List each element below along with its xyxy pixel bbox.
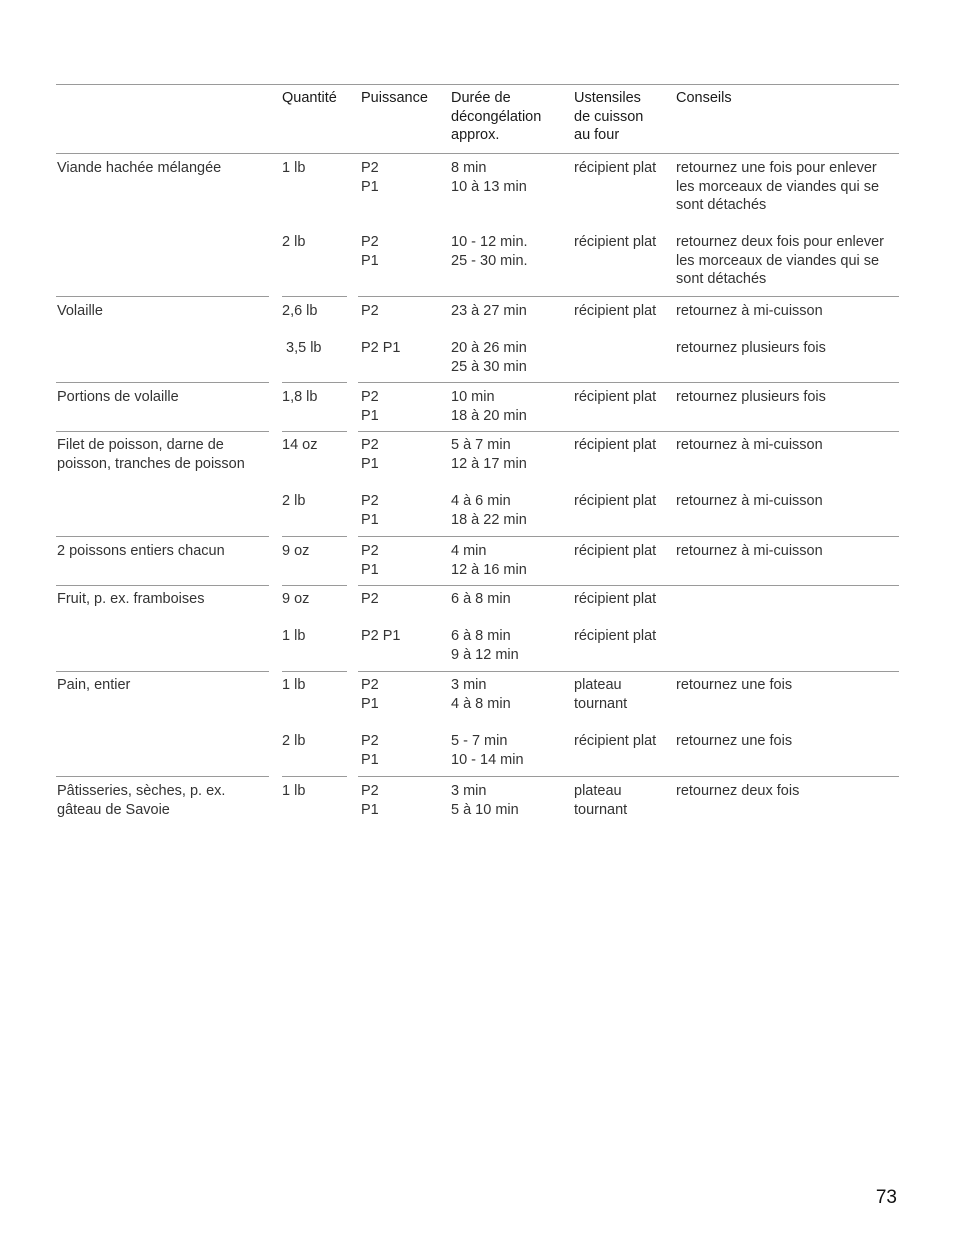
row-divider — [282, 585, 347, 586]
power-cell: P2 P1 — [361, 160, 379, 195]
quantity-cell: 2 lb — [282, 733, 306, 749]
quantity-cell: 1 lb — [282, 628, 306, 644]
cookware-cell: récipient plat — [574, 543, 657, 559]
row-divider — [56, 431, 269, 432]
defrost-time-cell: 10 min 18 à 20 min — [451, 389, 527, 424]
power-cell: P2 P1 — [361, 543, 379, 578]
cookware-cell: récipient plat — [574, 733, 657, 749]
quantity-cell: 3,5 lb — [282, 340, 322, 356]
quantity-cell: 2 lb — [282, 493, 306, 509]
defrost-time-cell: 4 à 6 min 18 à 22 min — [451, 493, 527, 528]
power-cell: P2 P1 — [361, 437, 379, 472]
header-bottom-rule — [56, 153, 899, 154]
row-divider — [56, 382, 269, 383]
cookware-cell: récipient plat — [574, 303, 657, 319]
power-cell: P2 P1 — [361, 340, 401, 356]
row-divider — [358, 671, 899, 672]
quantity-cell: 2,6 lb — [282, 303, 318, 319]
row-divider — [282, 776, 347, 777]
tips-cell: retournez à mi-cuisson — [676, 493, 823, 509]
defrost-time-cell: 6 à 8 min 9 à 12 min — [451, 628, 519, 663]
defrost-time-cell: 5 - 7 min 10 - 14 min — [451, 733, 524, 768]
header-conseils: Conseils — [676, 90, 732, 106]
row-divider — [282, 296, 347, 297]
cookware-cell: récipient plat — [574, 234, 657, 250]
row-divider — [56, 671, 269, 672]
food-item-label: Pâtisseries, sèches, p. ex. gâteau de Savoie — [57, 783, 226, 818]
food-item-label: Filet de poisson, darne de poisson, tranches de poisson — [57, 437, 245, 472]
defrost-time-cell: 23 à 27 min — [451, 303, 527, 319]
defrost-time-cell: 3 min 5 à 10 min — [451, 783, 519, 818]
row-divider — [56, 536, 269, 537]
row-divider — [358, 776, 899, 777]
defrost-time-cell: 3 min 4 à 8 min — [451, 677, 511, 712]
quantity-cell: 1 lb — [282, 783, 306, 799]
defrost-time-cell: 8 min 10 à 13 min — [451, 160, 527, 195]
row-divider — [56, 585, 269, 586]
header-ustensiles: Ustensiles de cuisson au four — [574, 90, 644, 143]
quantity-cell: 1,8 lb — [282, 389, 318, 405]
power-cell: P2 — [361, 303, 379, 319]
header-quantite: Quantité — [282, 90, 337, 106]
food-item-label: Fruit, p. ex. framboises — [57, 591, 205, 607]
defrost-time-cell: 5 à 7 min 12 à 17 min — [451, 437, 527, 472]
power-cell: P2 P1 — [361, 733, 379, 768]
power-cell: P2 — [361, 591, 379, 607]
quantity-cell: 1 lb — [282, 160, 306, 176]
row-divider — [358, 585, 899, 586]
defrost-time-cell: 4 min 12 à 16 min — [451, 543, 527, 578]
tips-cell: retournez une fois — [676, 677, 793, 693]
cookware-cell: récipient plat — [574, 493, 657, 509]
row-divider — [358, 382, 899, 383]
power-cell: P2 P1 — [361, 234, 379, 269]
row-divider — [358, 431, 899, 432]
defrost-time-cell: 10 - 12 min. 25 - 30 min. — [451, 234, 528, 269]
power-cell: P2 P1 — [361, 783, 379, 818]
tips-cell: retournez plusieurs fois — [676, 340, 826, 356]
cookware-cell: récipient plat — [574, 437, 657, 453]
row-divider — [282, 431, 347, 432]
food-item-label: Portions de volaille — [57, 389, 179, 405]
tips-cell: retournez une fois pour enlever les morceaux de viandes qui se sont détachés — [676, 160, 880, 213]
row-divider — [282, 536, 347, 537]
row-divider — [56, 776, 269, 777]
row-divider — [358, 296, 899, 297]
power-cell: P2 P1 — [361, 677, 379, 712]
power-cell: P2 P1 — [361, 389, 379, 424]
cookware-cell: récipient plat — [574, 160, 657, 176]
tips-cell: retournez à mi-cuisson — [676, 303, 823, 319]
cookware-cell: récipient plat — [574, 389, 657, 405]
power-cell: P2 P1 — [361, 493, 379, 528]
row-divider — [282, 382, 347, 383]
tips-cell: retournez plusieurs fois — [676, 389, 826, 405]
table-top-rule — [56, 84, 899, 85]
tips-cell: retournez à mi-cuisson — [676, 437, 823, 453]
tips-cell: retournez deux fois pour enlever les morceaux de viandes qui se sont détachés — [676, 234, 884, 287]
header-duree: Durée de décongélation approx. — [451, 90, 542, 143]
food-item-label: 2 poissons entiers chacun — [57, 543, 225, 559]
quantity-cell: 9 oz — [282, 591, 310, 607]
row-divider — [56, 296, 269, 297]
cookware-cell: plateau tournant — [574, 677, 628, 712]
tips-cell: retournez à mi-cuisson — [676, 543, 823, 559]
cookware-cell: récipient plat — [574, 628, 657, 644]
food-item-label: Pain, entier — [57, 677, 131, 693]
quantity-cell: 14 oz — [282, 437, 318, 453]
quantity-cell: 1 lb — [282, 677, 306, 693]
cookware-cell: récipient plat — [574, 591, 657, 607]
tips-cell: retournez une fois — [676, 733, 793, 749]
header-puissance: Puissance — [361, 90, 428, 106]
row-divider — [282, 671, 347, 672]
defrost-time-cell: 20 à 26 min 25 à 30 min — [451, 340, 527, 375]
cookware-cell: plateau tournant — [574, 783, 628, 818]
page-number: 73 — [875, 1187, 897, 1208]
food-item-label: Volaille — [57, 303, 103, 319]
quantity-cell: 2 lb — [282, 234, 306, 250]
defrost-time-cell: 6 à 8 min — [451, 591, 511, 607]
food-item-label: Viande hachée mélangée — [57, 160, 222, 176]
row-divider — [358, 536, 899, 537]
quantity-cell: 9 oz — [282, 543, 310, 559]
power-cell: P2 P1 — [361, 628, 401, 644]
tips-cell: retournez deux fois — [676, 783, 800, 799]
